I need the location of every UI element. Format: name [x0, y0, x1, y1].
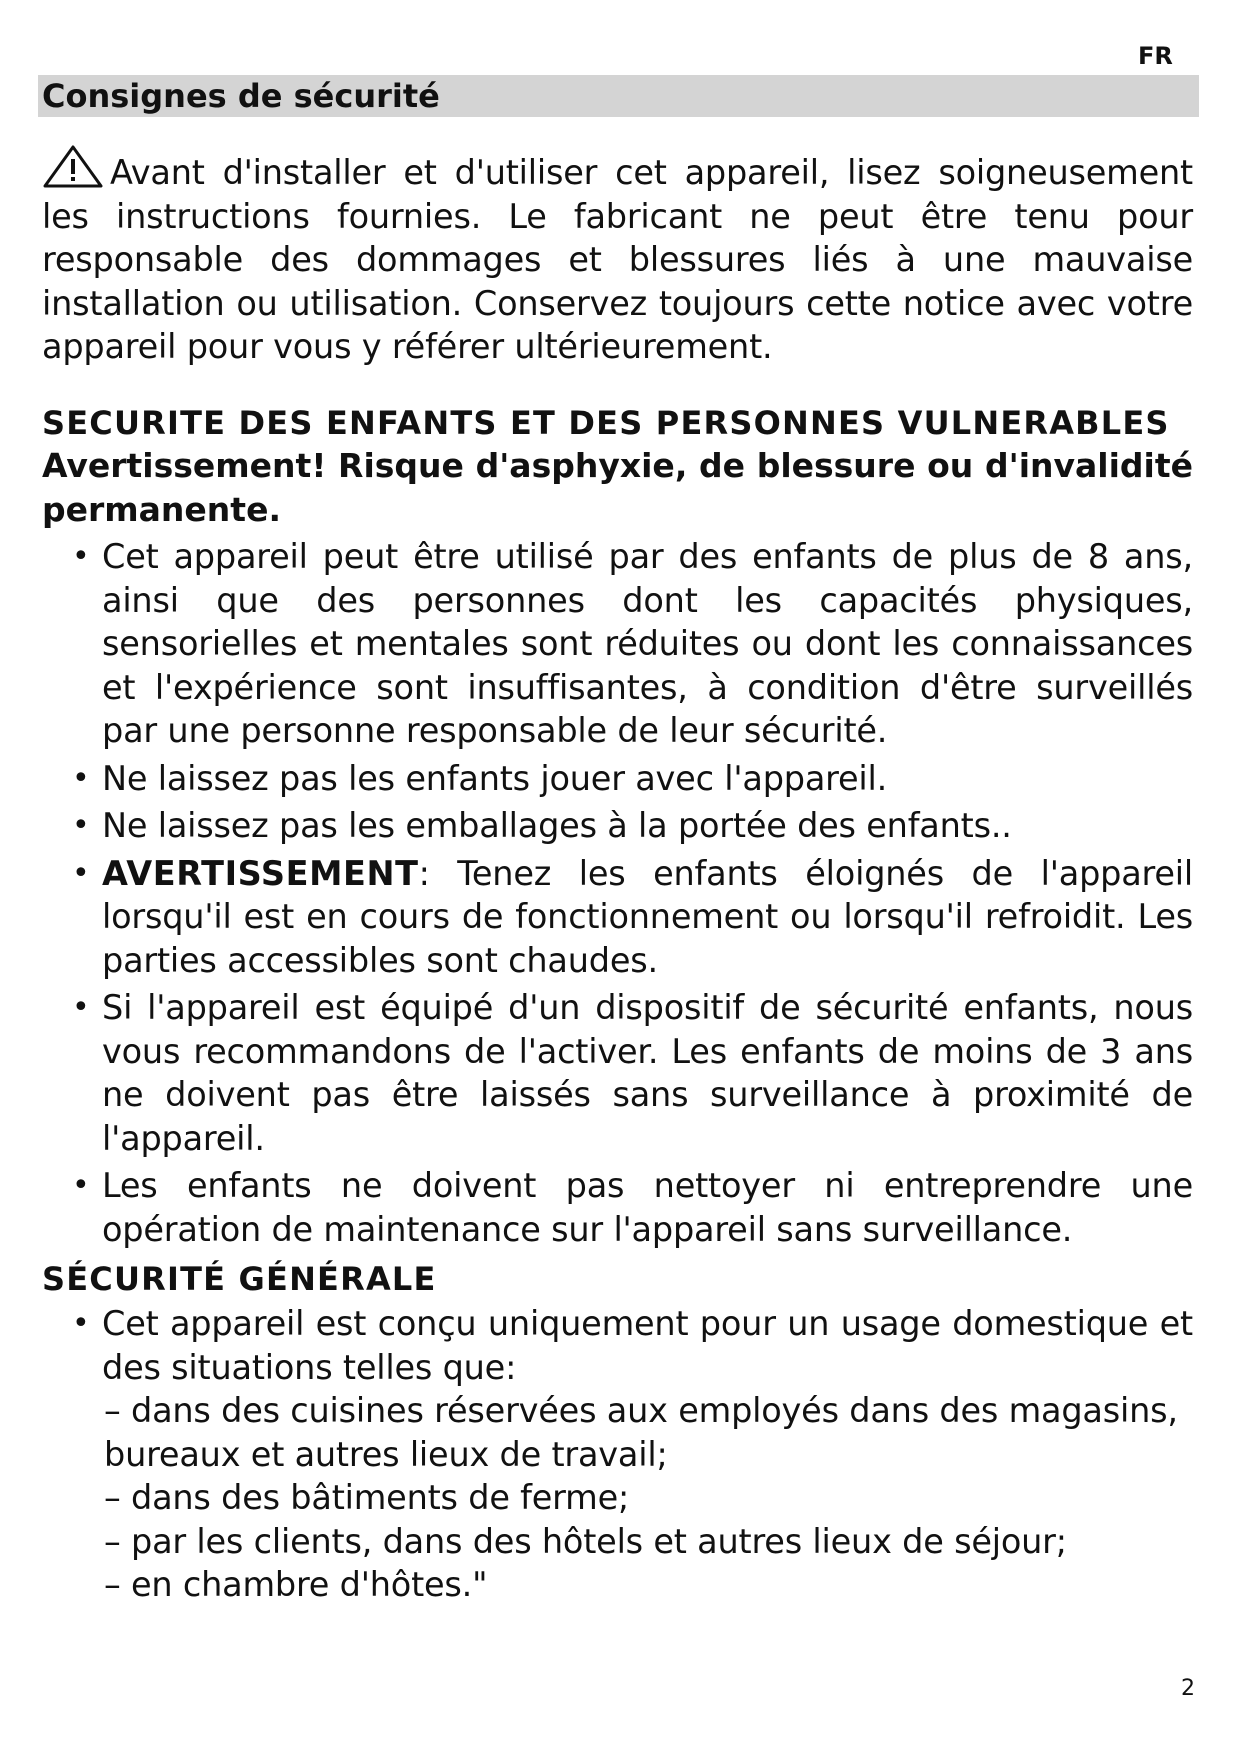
dash-item: – dans des bâtiments de ferme;: [104, 1478, 630, 1517]
dash-item: – en chambre d'hôtes.": [104, 1565, 488, 1604]
bullet-icon: •: [72, 1306, 90, 1341]
bullet-icon: •: [72, 760, 90, 796]
general-safety-heading: SÉCURITÉ GÉNÉRALE: [42, 1260, 437, 1298]
section-title: Consignes de sécurité: [42, 77, 440, 115]
list-item: • Cet appareil peut être utilisé par des enfants de plus de 8 ans, ainsi que des personnes dont les capacités physiques, sensorielles et mentales sont réduites ou dont les connaissances et l'expérience sont insuffisantes, à condition d'être surveillés par une personne responsable de leur sécurité.: [72, 537, 1193, 750]
avert-label: AVERTISSEMENT: [102, 853, 419, 893]
intro-text: Avant d'installer et d'utiliser cet appareil, lisez soigneusement les instructions fournies. Le fabricant ne peut être tenu pour responsable des dommages et blessures liés à une mauvaise installation ou utilisation. Conservez toujours cette notice avec votre appareil pour vous y référer ultérieurement.: [42, 153, 1193, 366]
language-code: FR: [1138, 42, 1173, 70]
page-number: 2: [1181, 1676, 1195, 1701]
bullet-icon: •: [72, 808, 90, 843]
intro-paragraph: [42, 144, 1193, 369]
usage-situations-list: [102, 1389, 1193, 1607]
children-safety-list: [70, 535, 1193, 1255]
bullet-icon: •: [72, 990, 90, 1025]
avert-text: : Tenez les enfants éloignés de l'appareil lorsqu'il est en cours de fonctionnement ou lorsqu'il refroidit. Les parties accessibles sont chaudes.: [102, 853, 1193, 980]
bullet-icon: •: [72, 1168, 90, 1203]
list-item: • Ne laissez pas les enfants jouer avec l'appareil.: [70, 757, 1193, 801]
children-safety-heading: SECURITE DES ENFANTS ET DES PERSONNES VULNERABLES: [42, 404, 1170, 442]
children-warning: Avertissement! Risque d'asphyxie, de blessure ou d'invalidité permanente.: [42, 446, 1193, 529]
bullet-icon: •: [72, 855, 90, 891]
list-item: • Cet appareil est conçu uniquement pour un usage domestique et des situations telles que: – dans des cuisines réservées aux employés dans des magasins, bureaux et autres lieux de travail; – dans des bâtiments de ferme; – par les clients, dans des hôtels et autres lieux de séjour; – en chambre d'hôtes.": [70, 1302, 1193, 1607]
warning-triangle-icon: [42, 144, 104, 190]
list-item: • Ne laissez pas les emballages à la portée des enfants..: [70, 804, 1193, 848]
bullet-icon: •: [72, 539, 90, 574]
dash-item: – dans des cuisines réservées aux employés dans des magasins, bureaux et autres lieux de travail;: [104, 1391, 1178, 1474]
list-item: • Les enfants ne doivent pas nettoyer ni entreprendre une opération de maintenance sur l'appareil sans surveillance.: [72, 1166, 1193, 1249]
list-item: • Si l'appareil est équipé d'un dispositif de sécurité enfants, nous vous recommandons de l'activer. Les enfants de moins de 3 ans ne doivent pas être laissés sans surveillance à proximité de l'appareil.: [72, 988, 1193, 1158]
dash-item: – par les clients, dans des hôtels et autres lieux de séjour;: [104, 1521, 1067, 1561]
list-item: [70, 852, 1193, 983]
general-safety-list: [70, 1302, 1193, 1611]
